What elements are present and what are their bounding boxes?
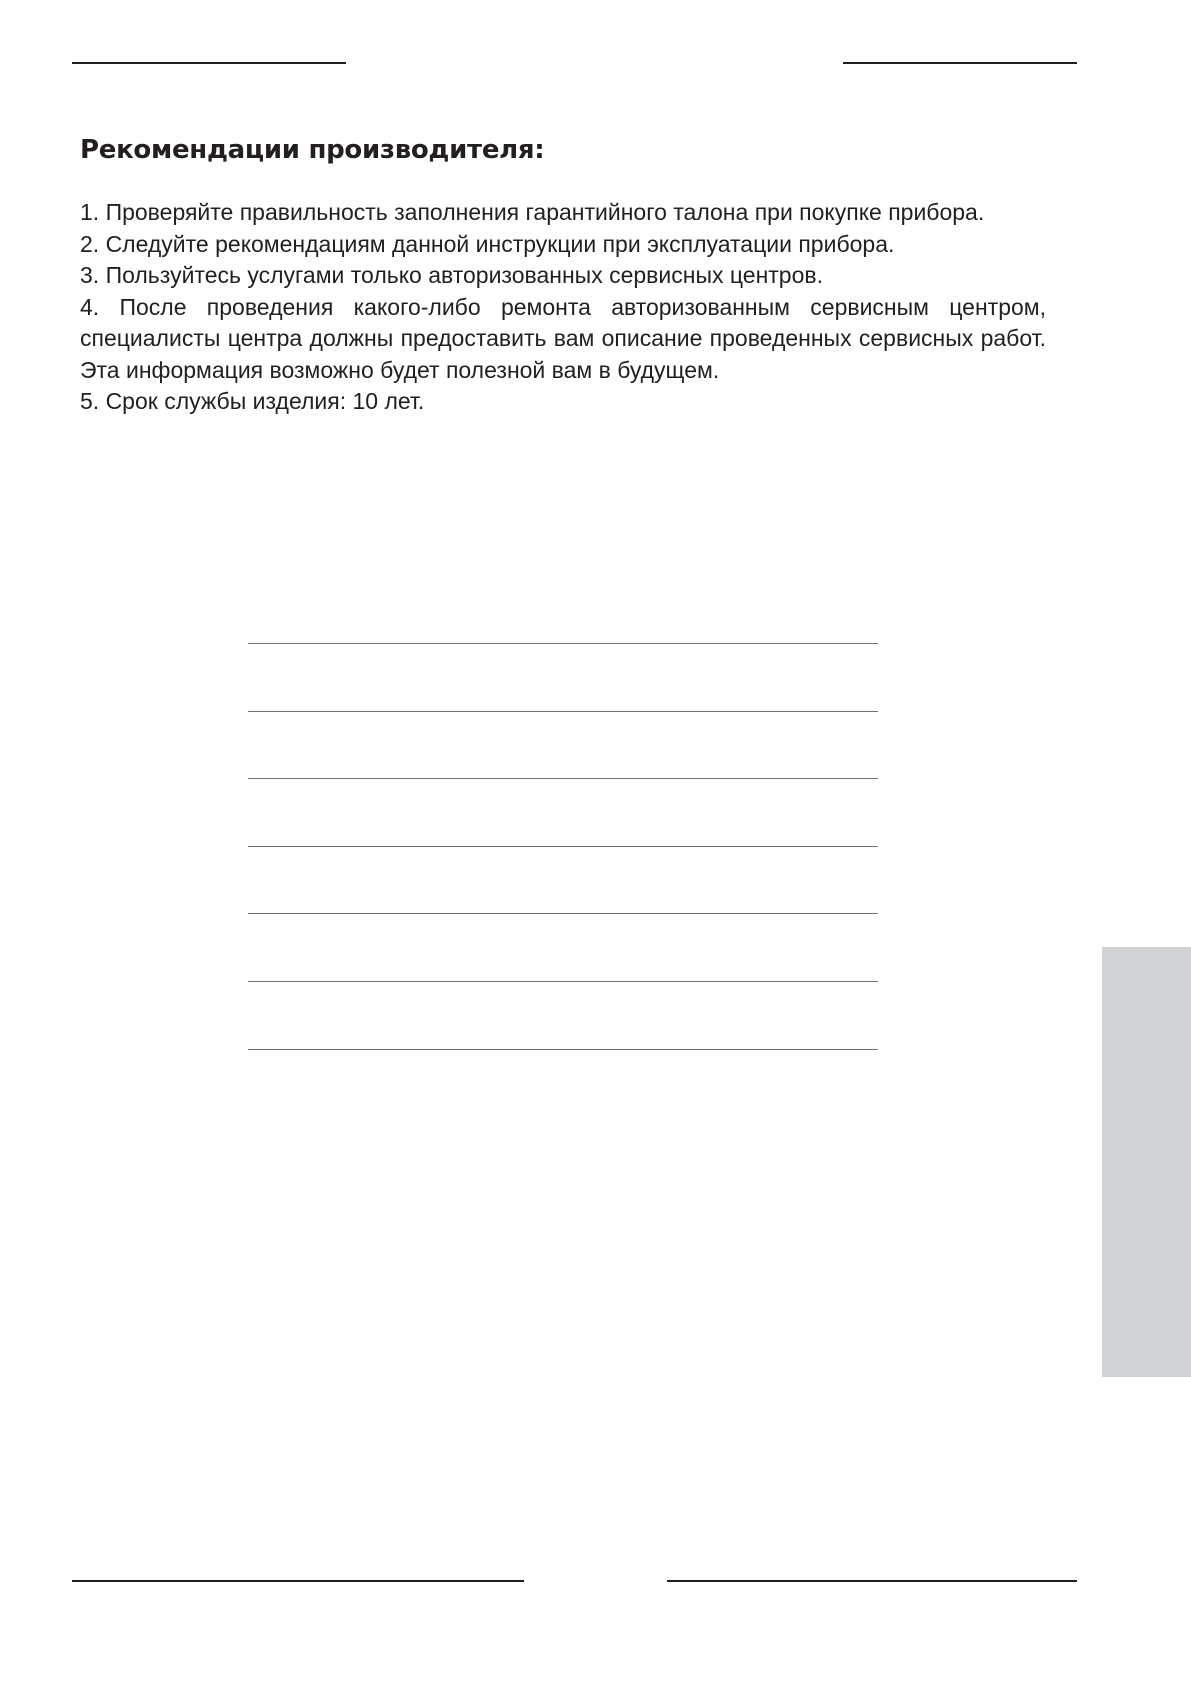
section-heading: Рекомендации производителя:	[80, 135, 545, 165]
recommendation-item: 4. После проведения какого-либо ремонта авторизованным сервисным центром, специалисты центра должны предоставить вам описание проведенных сервисных работ. Эта информация возможно будет полезной вам в будущем.	[80, 293, 1046, 383]
footer-rule-left	[72, 1580, 524, 1582]
recommendation-item: 3. Пользуйтесь услугами только авторизованных сервисных центров.	[80, 262, 823, 288]
recommendations-list	[80, 197, 1046, 418]
recommendation-item: 1. Проверяйте правильность заполнения гарантийного талона при покупке прибора.	[80, 199, 985, 225]
header-rule-right	[843, 62, 1077, 64]
note-line	[248, 643, 878, 644]
recommendation-item: 5. Срок службы изделия: 10 лет.	[80, 388, 425, 414]
note-line	[248, 778, 878, 779]
header-rule-left	[72, 62, 346, 64]
footer-rule-right	[667, 1580, 1077, 1582]
note-line	[248, 846, 878, 847]
note-line	[248, 1049, 878, 1050]
note-line	[248, 913, 878, 914]
side-tab	[1102, 947, 1191, 1377]
note-line	[248, 981, 878, 982]
recommendation-item: 2. Следуйте рекомендациям данной инструкции при эксплуатации прибора.	[80, 230, 895, 257]
notes-lines	[248, 643, 878, 1116]
note-line	[248, 711, 878, 712]
